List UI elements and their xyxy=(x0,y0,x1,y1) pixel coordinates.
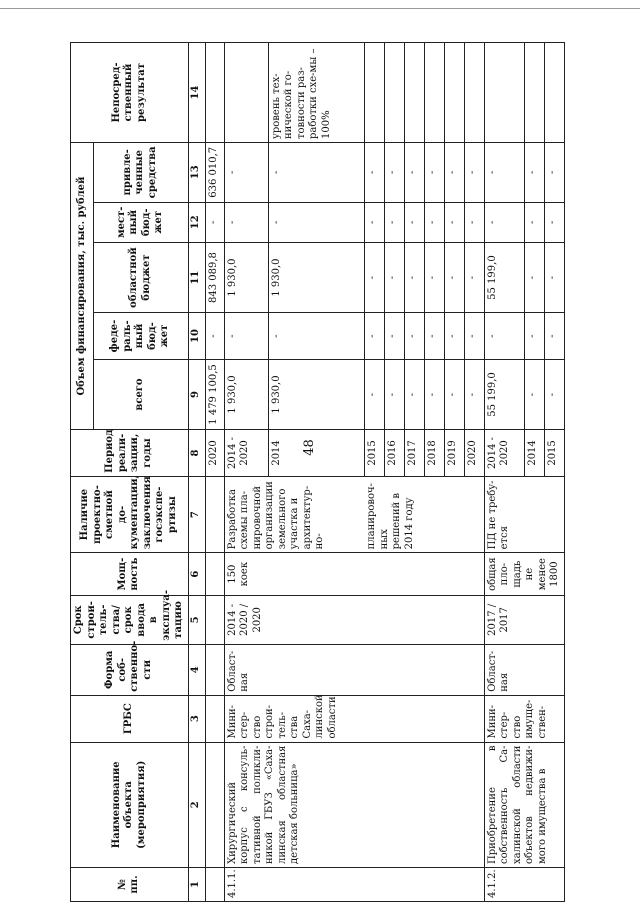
local-cell: - xyxy=(404,202,424,242)
year-cell: 2014 - 2020 xyxy=(484,430,524,477)
item-capacity: общая пло-щадь не менее 1800 xyxy=(484,553,564,596)
regional-cell: - xyxy=(464,242,484,312)
federal-cell: - xyxy=(404,313,424,360)
federal-cell: - xyxy=(544,313,564,360)
result-cell: уровень тех-нической го-товности раз-работки схе-мы – 100% xyxy=(268,43,364,143)
col-number: 6 xyxy=(188,553,205,596)
header-local: мест-ный бюд-жет xyxy=(93,202,188,242)
year-cell: 2016 xyxy=(384,430,404,477)
header-num: № пп. xyxy=(71,867,189,901)
local-cell: - xyxy=(424,202,444,242)
local-cell: - xyxy=(524,202,544,242)
attracted-cell: - xyxy=(524,143,544,203)
year-cell: 2014 - 2020 xyxy=(224,430,268,477)
rotated-document xyxy=(70,42,613,902)
col-number: 14 xyxy=(188,43,205,143)
item-grbs: Мини-стер-ство имуще-ствен- xyxy=(484,695,564,742)
local-cell: - xyxy=(364,202,384,242)
federal-cell: - xyxy=(268,313,364,360)
page-top-rule xyxy=(0,8,640,9)
total-cell: - xyxy=(364,359,384,429)
year-cell: 2020 xyxy=(464,430,484,477)
result-cell xyxy=(524,43,544,143)
result-cell xyxy=(444,43,464,143)
regional-cell: - xyxy=(444,242,464,312)
col-number: 12 xyxy=(188,202,205,242)
total-cell: 1 930,0 xyxy=(224,359,268,429)
col-number: 7 xyxy=(188,476,205,553)
local-cell: - xyxy=(384,202,404,242)
result-cell xyxy=(364,43,384,143)
item-psd-bottom: планировоч-ных решений в 2014 году xyxy=(364,476,484,553)
col-number: 1 xyxy=(188,867,205,901)
item-capacity: 150 коек xyxy=(224,553,484,596)
attracted-cell: - xyxy=(464,143,484,203)
regional-cell: - xyxy=(364,242,384,312)
year-cell: 2014 xyxy=(524,430,544,477)
col-number: 9 xyxy=(188,359,205,429)
year-cell: 2019 xyxy=(444,430,464,477)
header-term: Срок строи-тель-ства/срок ввода в эксплуа-тацию xyxy=(71,595,189,644)
year-cell: 2017 xyxy=(404,430,424,477)
year-cell: 2014 xyxy=(268,430,364,477)
total-cell: - xyxy=(444,359,464,429)
year-cell: 2020 xyxy=(205,430,224,477)
attracted-cell: - xyxy=(424,143,444,203)
header-attracted: привле-ченные средства xyxy=(93,143,188,203)
total-cell: - xyxy=(404,359,424,429)
attracted-cell: - xyxy=(484,143,524,203)
col-number: 4 xyxy=(188,644,205,695)
item-number: 4.1.1. xyxy=(224,867,484,901)
federal-cell: - xyxy=(464,313,484,360)
header-result: Непосред-ственный результат xyxy=(71,43,189,143)
col-number: 3 xyxy=(188,695,205,742)
item-psd-top: Разработка схемы пла-нировочной организации земельного участка и архитектур-но- xyxy=(224,476,364,553)
item-term: 2014 - 2020 / 2020 xyxy=(224,595,484,644)
attracted-cell: 636 010,7 xyxy=(205,143,224,203)
item-name: Приобретение в собственность Са-халинской области объектов недвижи-мого имущества в xyxy=(484,742,564,867)
regional-cell: 843 089,8 xyxy=(205,242,224,312)
header-grbs: ГРБС xyxy=(71,695,189,742)
result-cell xyxy=(224,43,268,143)
col-number: 8 xyxy=(188,430,205,477)
federal-cell: - xyxy=(224,313,268,360)
federal-cell: - xyxy=(444,313,464,360)
regional-cell: - xyxy=(544,242,564,312)
regional-cell: - xyxy=(424,242,444,312)
attracted-cell: - xyxy=(404,143,424,203)
federal-cell: - xyxy=(524,313,544,360)
regional-cell: 1 930,0 xyxy=(224,242,268,312)
header-psd: Наличие проектно-сметной до-кументации, заключения госэкспе-ртизы xyxy=(71,476,189,553)
local-cell: - xyxy=(484,202,524,242)
total-cell: - xyxy=(524,359,544,429)
local-cell: - xyxy=(224,202,268,242)
attracted-cell: - xyxy=(544,143,564,203)
table-row xyxy=(205,43,224,902)
attracted-cell: - xyxy=(268,143,364,203)
col-number: 10 xyxy=(188,313,205,360)
regional-cell: 1 930,0 xyxy=(268,242,364,312)
result-cell xyxy=(464,43,484,143)
result-cell xyxy=(384,43,404,143)
item-psd: ПД не требу-ется xyxy=(484,476,564,553)
header-federal: феде-раль-ный бюд-жет xyxy=(93,313,188,360)
federal-cell: - xyxy=(484,313,524,360)
table-row xyxy=(484,43,524,902)
header-funding-group: Объем финансирования, тыс. рублей xyxy=(71,143,94,430)
local-cell: - xyxy=(444,202,464,242)
federal-cell: - xyxy=(384,313,404,360)
total-cell: - xyxy=(544,359,564,429)
col-number: 2 xyxy=(188,742,205,867)
total-cell: - xyxy=(384,359,404,429)
result-cell xyxy=(424,43,444,143)
attracted-cell: - xyxy=(224,143,268,203)
header-capacity: Мощ-ность xyxy=(71,553,189,596)
federal-cell: - xyxy=(364,313,384,360)
item-ownership: Област-ная xyxy=(484,644,564,695)
col-number: 5 xyxy=(188,595,205,644)
header-ownership: Форма соб-ственно-сти xyxy=(71,644,189,695)
total-cell: 1 930,0 xyxy=(268,359,364,429)
result-cell xyxy=(205,43,224,143)
local-cell: - xyxy=(268,202,364,242)
total-cell: 55 199,0 xyxy=(484,359,524,429)
total-cell: - xyxy=(464,359,484,429)
total-cell: 1 479 100,5 xyxy=(205,359,224,429)
year-cell: 2018 xyxy=(424,430,444,477)
federal-cell: - xyxy=(424,313,444,360)
col-number: 11 xyxy=(188,242,205,312)
funding-table xyxy=(70,42,565,902)
regional-cell: - xyxy=(524,242,544,312)
document-body xyxy=(70,42,613,902)
year-cell: 2015 xyxy=(364,430,384,477)
local-cell: - xyxy=(544,202,564,242)
attracted-cell: - xyxy=(444,143,464,203)
table-row xyxy=(224,43,268,902)
item-number: 4.1.2. xyxy=(484,867,564,901)
local-cell: - xyxy=(205,202,224,242)
result-cell xyxy=(544,43,564,143)
result-cell xyxy=(484,43,524,143)
regional-cell: - xyxy=(384,242,404,312)
year-cell: 2015 xyxy=(544,430,564,477)
header-period: Период реали-зации, годы xyxy=(71,430,189,477)
item-grbs: Мини-стер-ство строи-тель-ства Саха-линской области xyxy=(224,695,484,742)
regional-cell: 55 199,0 xyxy=(484,242,524,312)
page-number: 48 xyxy=(301,439,317,456)
item-ownership: Област-ная xyxy=(224,644,484,695)
local-cell: - xyxy=(464,202,484,242)
header-total: всего xyxy=(93,359,188,429)
total-cell: - xyxy=(424,359,444,429)
item-term: 2017 / 2017 xyxy=(484,595,564,644)
header-regional: областной бюджет xyxy=(93,242,188,312)
col-number: 13 xyxy=(188,143,205,203)
header-name: Наименование объекта (мероприятия) xyxy=(71,742,189,867)
regional-cell: - xyxy=(404,242,424,312)
federal-cell: - xyxy=(205,313,224,360)
result-cell xyxy=(404,43,424,143)
attracted-cell: - xyxy=(364,143,384,203)
attracted-cell: - xyxy=(384,143,404,203)
item-name: Хирургический корпус с консуль-тативной поликли-никой ГБУЗ «Саха-линская областная детская больница» xyxy=(224,742,484,867)
